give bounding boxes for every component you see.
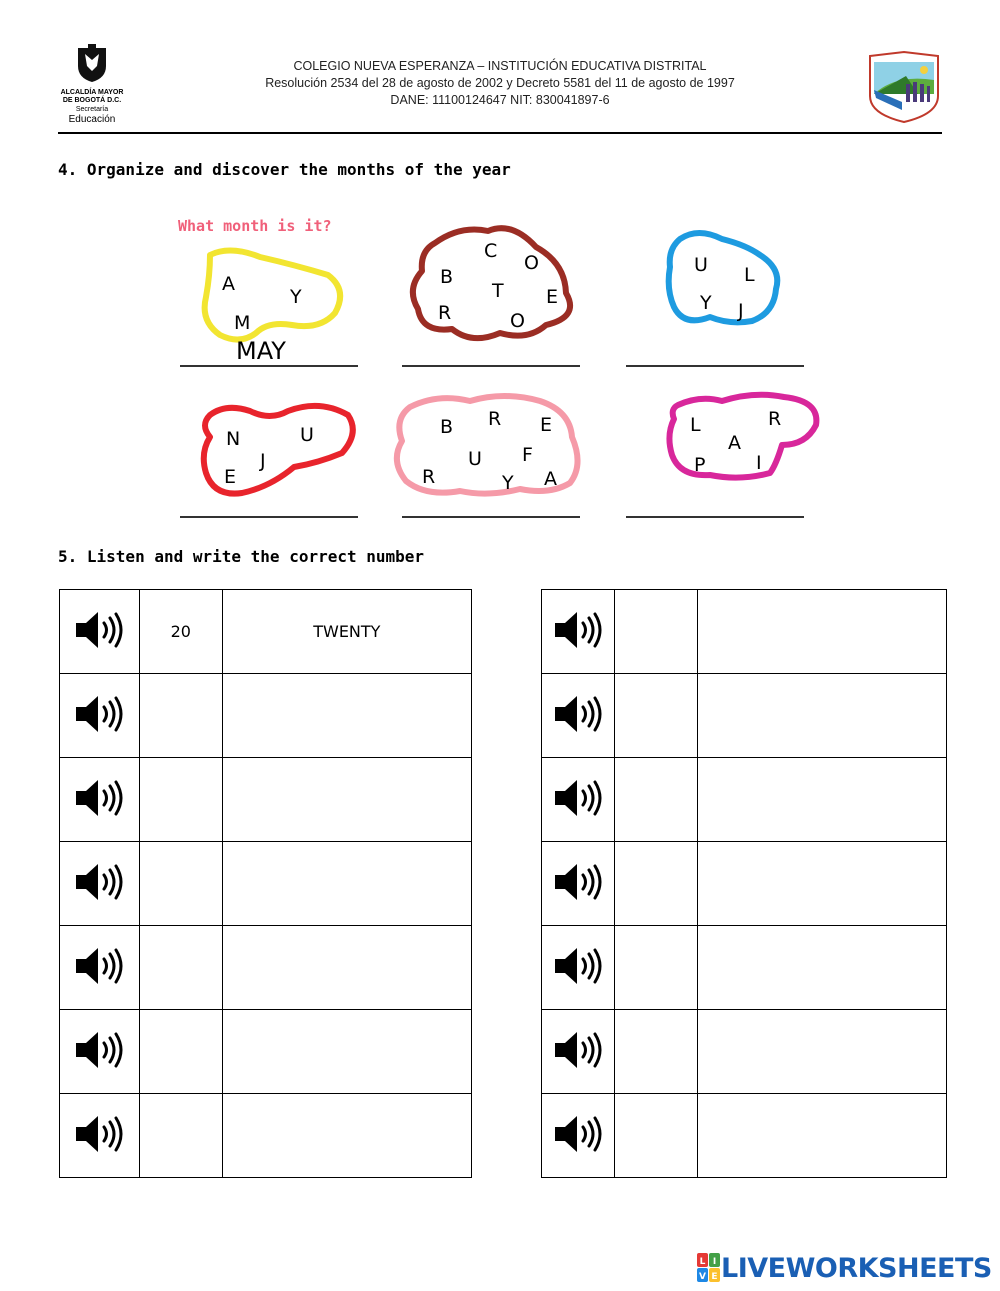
blob-3-letter: J	[738, 300, 744, 322]
liveworksheets-brand	[697, 1250, 992, 1286]
blob-4-letter: U	[300, 424, 314, 446]
table-row	[60, 590, 472, 674]
word-answer-field[interactable]	[222, 926, 471, 1010]
speaker-icon	[74, 888, 124, 907]
word-answer-field[interactable]	[222, 1094, 471, 1178]
number-answer-field[interactable]	[614, 590, 697, 674]
blob-1-answer: MAY	[236, 337, 286, 365]
word-answer-field[interactable]	[697, 590, 946, 674]
word-answer-field[interactable]	[697, 758, 946, 842]
answer-line	[402, 365, 580, 367]
blob-1-letter: A	[222, 273, 235, 295]
brand-letter: L	[699, 1257, 706, 1267]
word-answer-field[interactable]	[697, 926, 946, 1010]
blob-4-letter: E	[224, 466, 237, 488]
speaker-icon	[74, 1056, 124, 1075]
play-audio-button[interactable]	[60, 758, 140, 842]
play-audio-button[interactable]	[542, 674, 615, 758]
blob-5-letter: U	[468, 448, 482, 470]
number-answer-field[interactable]	[139, 1010, 222, 1094]
blob-5-letter: R	[422, 466, 436, 488]
speaker-icon	[553, 1056, 603, 1075]
blob-2-letter: E	[546, 286, 559, 308]
school-ids: DANE: 11100124647 NIT: 830041897-6	[390, 93, 610, 107]
blob-5-letter: Y	[502, 472, 514, 494]
answer-line	[626, 516, 804, 518]
school-name: COLEGIO NUEVA ESPERANZA – INSTITUCIÓN EDUCATIVA DISTRITAL	[293, 59, 707, 73]
play-audio-button[interactable]	[542, 842, 615, 926]
blob-6-letter: L	[690, 414, 701, 436]
blob-2-letter: T	[492, 280, 504, 302]
table-row	[542, 758, 947, 842]
answer-line	[180, 365, 358, 367]
play-audio-button[interactable]	[60, 842, 140, 926]
play-audio-button[interactable]	[542, 926, 615, 1010]
play-audio-button[interactable]	[60, 926, 140, 1010]
word-answer-field[interactable]	[697, 842, 946, 926]
number-answer-field[interactable]	[139, 758, 222, 842]
brand-letter: V	[699, 1272, 706, 1282]
word-answer-field[interactable]: TWENTY	[222, 590, 471, 674]
speaker-icon	[553, 804, 603, 823]
table-row	[542, 590, 947, 674]
table-row	[542, 1094, 947, 1178]
blob-5	[397, 396, 580, 518]
table-row	[542, 1010, 947, 1094]
play-audio-button[interactable]	[542, 1010, 615, 1094]
number-answer-field[interactable]	[614, 674, 697, 758]
blob-4	[180, 406, 358, 518]
blob-3-letter: U	[694, 254, 708, 276]
blob-2-letter: C	[484, 240, 498, 262]
table-row	[60, 674, 472, 758]
blob-2-letter: B	[440, 266, 454, 288]
speaker-icon	[74, 636, 124, 655]
blob-3-letter: Y	[700, 292, 712, 314]
speaker-icon	[553, 888, 603, 907]
number-answer-field[interactable]	[614, 758, 697, 842]
table-row	[542, 842, 947, 926]
table-row	[60, 758, 472, 842]
blob-4-letter: N	[226, 428, 241, 450]
answer-line	[626, 365, 804, 367]
logo-text-line1: ALCALDÍA MAYOR	[60, 89, 124, 96]
play-audio-button[interactable]	[542, 758, 615, 842]
listening-table-left	[59, 589, 472, 1178]
blob-5-letter: R	[488, 408, 502, 430]
blob-6-letter: P	[694, 454, 706, 476]
speaker-icon	[74, 1140, 124, 1159]
speaker-icon	[553, 1140, 603, 1159]
table-row	[542, 674, 947, 758]
speaker-icon	[74, 720, 124, 739]
logo-text-line2: DE BOGOTÁ D.C.	[62, 97, 122, 104]
school-header	[150, 58, 850, 109]
word-answer-field[interactable]	[697, 1094, 946, 1178]
blob-1-letter: M	[234, 312, 251, 334]
puzzle-heading: What month is it?	[178, 217, 332, 235]
play-audio-button[interactable]	[542, 1094, 615, 1178]
brand-letter: E	[711, 1272, 718, 1282]
header-divider	[58, 132, 942, 134]
table-row	[60, 1010, 472, 1094]
blob-3	[626, 233, 804, 367]
play-audio-button[interactable]	[60, 590, 140, 674]
blob-4-letter: J	[260, 450, 266, 472]
word-answer-field[interactable]	[222, 1010, 471, 1094]
school-resolution: Resolución 2534 del 28 de agosto de 2002 y Decreto 5581 del 11 de agosto de 1997	[265, 76, 735, 90]
number-answer-field[interactable]	[139, 674, 222, 758]
logo-alcaldia	[52, 44, 132, 128]
word-answer-field[interactable]	[697, 1010, 946, 1094]
number-answer-field[interactable]	[614, 1094, 697, 1178]
number-answer-field[interactable]: 20	[139, 590, 222, 674]
liveworksheets-logo-icon	[697, 1253, 721, 1283]
blob-6-letter: R	[768, 408, 782, 430]
word-answer-field[interactable]	[222, 758, 471, 842]
blob-2-letter: R	[438, 302, 452, 324]
word-answer-field[interactable]	[222, 674, 471, 758]
month-puzzle-image	[170, 205, 830, 535]
number-answer-field[interactable]	[139, 842, 222, 926]
speaker-icon	[553, 636, 603, 655]
number-answer-field[interactable]	[614, 1010, 697, 1094]
speaker-icon	[74, 804, 124, 823]
blob-2	[402, 228, 580, 367]
word-answer-field[interactable]	[222, 842, 471, 926]
number-answer-field[interactable]	[614, 926, 697, 1010]
blob-6-letter: I	[756, 452, 762, 474]
blob-5-letter: A	[544, 468, 557, 490]
speaker-icon	[553, 720, 603, 739]
play-audio-button[interactable]	[542, 590, 615, 674]
speaker-icon	[74, 972, 124, 991]
word-answer-field[interactable]	[697, 674, 946, 758]
blob-5-letter: B	[440, 416, 454, 438]
answer-line	[180, 516, 358, 518]
blob-5-letter: E	[540, 414, 553, 436]
play-audio-button[interactable]	[60, 674, 140, 758]
speaker-icon	[553, 972, 603, 991]
section5-title: 5. Listen and write the correct number	[58, 547, 425, 566]
play-audio-button[interactable]	[60, 1094, 140, 1178]
table-row	[60, 842, 472, 926]
school-crest-logo	[866, 50, 942, 124]
blob-6	[626, 395, 816, 518]
listening-table-right	[541, 589, 947, 1178]
logo-text-line3: Secretaría	[75, 106, 109, 113]
number-answer-field[interactable]	[614, 842, 697, 926]
liveworksheets-wordmark: LIVEWORKSHEETS	[721, 1252, 992, 1284]
blob-6-letter: A	[728, 432, 741, 454]
blob-1	[180, 250, 358, 367]
number-answer-field[interactable]	[139, 926, 222, 1010]
blob-3-letter: L	[744, 264, 755, 286]
table-row	[60, 926, 472, 1010]
blob-1-letter: Y	[290, 286, 302, 308]
number-answer-field[interactable]	[139, 1094, 222, 1178]
blob-2-letter: O	[524, 252, 539, 274]
blob-5-letter: F	[522, 444, 533, 466]
answer-line	[402, 516, 580, 518]
table-row	[542, 926, 947, 1010]
section4-title: 4. Organize and discover the months of the year	[58, 160, 511, 179]
brand-letter: I	[712, 1257, 717, 1267]
play-audio-button[interactable]	[60, 1010, 140, 1094]
coat-of-arms-icon	[74, 44, 110, 84]
blob-2-letter: O	[510, 310, 525, 332]
logo-text-line4: Educación	[68, 114, 116, 125]
table-row	[60, 1094, 472, 1178]
